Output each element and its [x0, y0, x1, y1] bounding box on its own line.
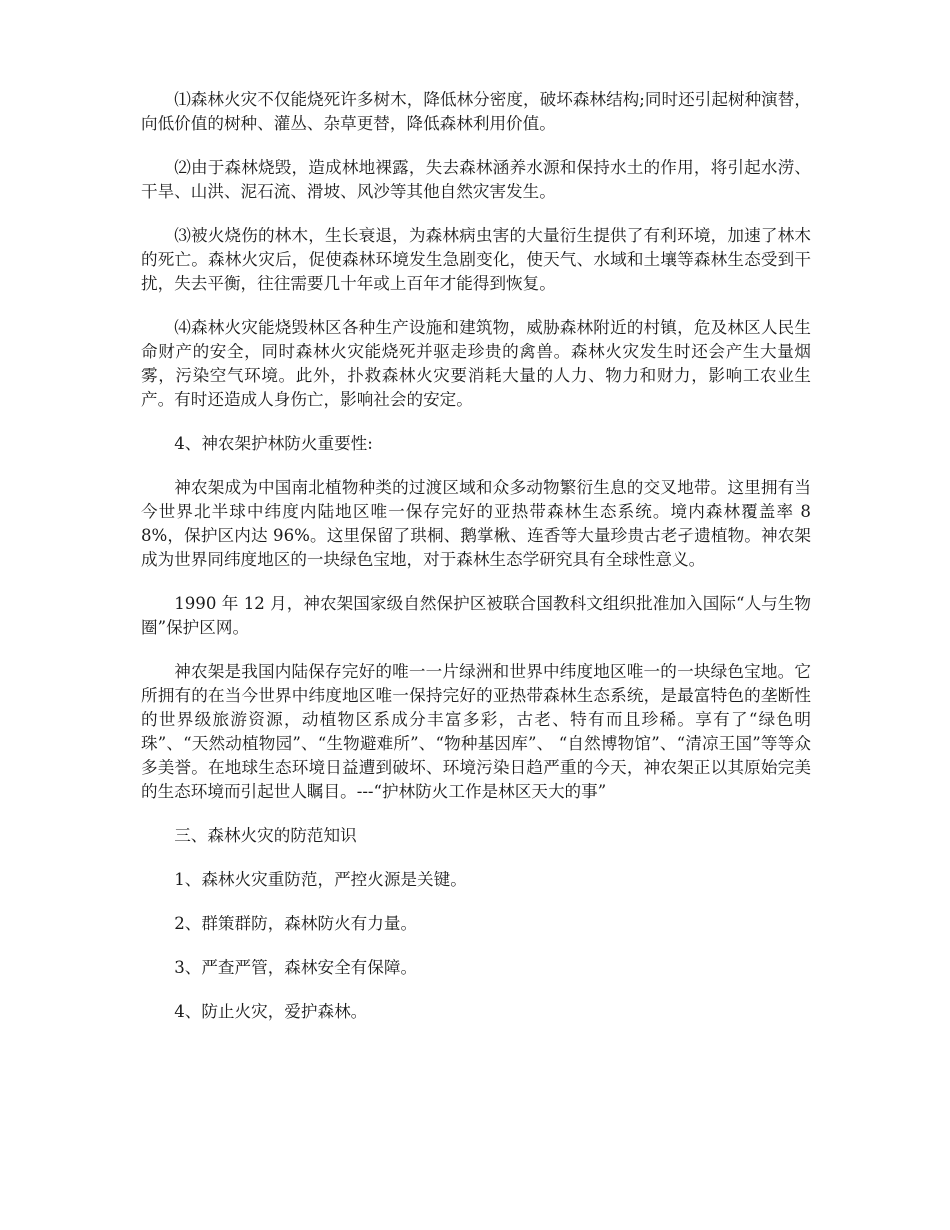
list-item-prevention-4: 4、防止火灾，爱护森林。 [174, 1002, 368, 1021]
paragraph-impact-1: ⑴森林火灾不仅能烧死许多树木，降低林分密度，破坏森林结构;同时还引起树种演替，向低价值的树种、灌丛、杂草更替，降低森林利用价值。 [141, 90, 811, 133]
paragraph-impact-4: ⑷森林火灾能烧毁林区各种生产设施和建筑物，威胁森林附近的村镇，危及林区人民生命财产的安全，同时森林火灾能烧死并驱走珍贵的禽兽。森林火灾发生时还会产生大量烟雾，污染空气环境。此外，扑救森林火灾要消耗大量的人力、物力和财力，影响工农业生产。有时还造成人身伤亡，影响社会的安定。 [141, 318, 811, 409]
paragraph-unesco: 1990 年 12 月，神农架国家级自然保护区被联合国教科文组织批准加入国际“人与生物圈”保护区网。 [141, 594, 811, 637]
paragraph-shennongjia-value: 神农架是我国内陆保存完好的唯一一片绿洲和世界中纬度地区唯一的一块绿色宝地。它所拥有的在当今世界中纬度地区唯一保持完好的亚热带森林生态系统，是最富特色的垄断性的世界级旅游资源，动植物区系成分丰富多彩，古老、特有而且珍稀。享有了“绿色明珠”、“天然动植物园”、“生物避难所”、“物种基因库”、 “自然博物馆”、“清凉王国”等等众多美誉。在地球生态环境日益遭到破坏、环境污染日趋严重的今天，神农架正以其原始完美的生态环境而引起世人瞩目。---“护林防火工作是林区天大的事” [141, 662, 811, 801]
list-item-prevention-2: 2、群策群防，森林防火有力量。 [174, 914, 418, 933]
paragraph-shennongjia-intro: 神农架成为中国南北植物种类的过渡区域和众多动物繁衍生息的交叉地带。这里拥有当今世界北半球中纬度内陆地区唯一保存完好的亚热带森林生态系统。境内森林覆盖率 88%，保护区内达 96%。这里保留了珙桐、鹅掌楸、连香等大量珍贵古老孑遗植物。神农架成为世界同纬度地区的一块绿色宝地，对于森林生态学研究具有全球性意义。 [141, 478, 811, 569]
section-heading-importance: 4、神农架护林防火重要性: [174, 434, 373, 453]
paragraph-impact-3: ⑶被火烧伤的林木，生长衰退，为森林病虫害的大量衍生提供了有利环境，加速了林木的死亡。森林火灾后，促使森林环境发生急剧变化，使天气、水域和土壤等森林生态受到干扰，失去平衡，往往需要几十年或上百年才能得到恢复。 [141, 226, 811, 293]
paragraph-impact-2: ⑵由于森林烧毁，造成林地裸露，失去森林涵养水源和保持水土的作用，将引起水涝、干旱、山洪、泥石流、滑坡、风沙等其他自然灾害发生。 [141, 158, 811, 201]
document-page [141, 88, 811, 1044]
section-heading-prevention: 三、森林火灾的防范知识 [174, 826, 357, 845]
list-item-prevention-1: 1、森林火灾重防范，严控火源是关键。 [174, 870, 467, 889]
list-item-prevention-3: 3、严查严管，森林安全有保障。 [174, 958, 418, 977]
